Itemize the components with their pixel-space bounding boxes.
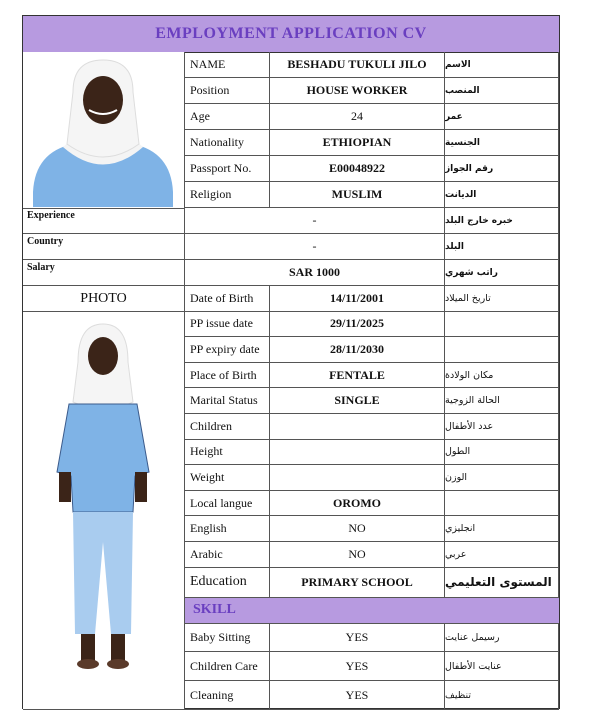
bottom-row-9-arabic: انجليزي (445, 516, 559, 542)
bottom-row-0-value: 14/11/2001 (270, 286, 445, 312)
top-row-5-label: Religion (185, 182, 270, 208)
bottom-row-6-arabic: الطول (445, 440, 559, 466)
bottom-row-8-arabic (445, 491, 559, 517)
bottom-row-1-arabic (445, 312, 559, 338)
bottom-row-1-label: PP issue date (185, 312, 270, 338)
bottom-row-2-value: 28/11/2030 (270, 337, 445, 363)
bottom-row-4-label: Marital Status (185, 388, 270, 414)
bottom-row-1-value: 29/11/2025 (270, 312, 445, 338)
bottom-row-6-label: Height (185, 440, 270, 466)
bottom-row-2-arabic (445, 337, 559, 363)
skill-row-2-value: YES (270, 681, 445, 710)
bottom-row-7-arabic: الوزن (445, 465, 559, 491)
top-row-2-label: Age (185, 104, 270, 130)
bottom-row-10-label: Arabic (185, 542, 270, 568)
wide-row-2-arabic: راتب شهري (445, 260, 559, 286)
skill-row-2-label: Cleaning (185, 681, 270, 710)
portrait-photo (23, 52, 185, 209)
bottom-row-3-label: Place of Birth (185, 363, 270, 389)
bottom-row-8-value: OROMO (270, 491, 445, 517)
bottom-row-11-label: Education (185, 568, 270, 598)
bottom-row-3-value: FENTALE (270, 363, 445, 389)
top-row-1-value: HOUSE WORKER (270, 78, 445, 104)
skill-header: SKILL (185, 598, 559, 624)
top-row-1-arabic: المنصب (445, 78, 559, 104)
portrait-image (23, 52, 183, 207)
bottom-row-10-value: NO (270, 542, 445, 568)
skill-row-1-arabic: عنايت الأطفال (445, 652, 559, 681)
bottom-row-0-arabic: تاريخ الميلاد (445, 286, 559, 312)
top-row-5-arabic: الديانت (445, 182, 559, 208)
top-row-4-label: Passport No. (185, 156, 270, 182)
bottom-row-11-value: PRIMARY SCHOOL (270, 568, 445, 598)
bottom-row-4-arabic: الحالة الزوجية (445, 388, 559, 414)
skill-row-1-value: YES (270, 652, 445, 681)
bottom-row-7-value (270, 465, 445, 491)
top-row-3-arabic: الجنسية (445, 130, 559, 156)
wide-row-1-arabic: البلد (445, 234, 559, 260)
top-row-2-arabic: عمر (445, 104, 559, 130)
bottom-row-11-arabic: المستوى التعليمي (445, 568, 559, 598)
top-row-3-value: ETHIOPIAN (270, 130, 445, 156)
cv-title: EMPLOYMENT APPLICATION CV (23, 16, 559, 53)
top-row-4-arabic: رقم الجواز (445, 156, 559, 182)
full-body-image (23, 312, 183, 706)
cv-sheet (22, 15, 560, 709)
skill-row-0-label: Baby Sitting (185, 624, 270, 653)
skill-row-2-arabic: تنظيف (445, 681, 559, 710)
bottom-row-3-arabic: مكان الولادة (445, 363, 559, 389)
skill-row-0-arabic: رسيمل عنايت (445, 624, 559, 653)
bottom-row-6-value (270, 440, 445, 466)
bottom-row-5-label: Children (185, 414, 270, 440)
top-row-5-value: MUSLIM (270, 182, 445, 208)
bottom-row-9-value: NO (270, 516, 445, 542)
photo-label: PHOTO (23, 286, 185, 312)
top-row-0-value: BESHADU TUKULI JILO (270, 52, 445, 78)
bottom-row-5-value (270, 414, 445, 440)
skill-row-1-label: Children Care (185, 652, 270, 681)
top-row-0-label: NAME (185, 52, 270, 78)
top-row-2-value: 24 (270, 104, 445, 130)
top-row-1-label: Position (185, 78, 270, 104)
skill-row-0-value: YES (270, 624, 445, 653)
wide-row-0-value: - (185, 208, 445, 234)
wide-row-0-label: Experience (23, 208, 185, 234)
bottom-row-2-label: PP expiry date (185, 337, 270, 363)
bottom-row-8-label: Local langue (185, 491, 270, 517)
bottom-row-7-label: Weight (185, 465, 270, 491)
wide-row-2-label: Salary (23, 260, 185, 286)
bottom-row-4-value: SINGLE (270, 388, 445, 414)
full-body-photo (23, 312, 185, 710)
wide-row-1-value: - (185, 234, 445, 260)
top-row-4-value: E00048922 (270, 156, 445, 182)
bottom-row-10-arabic: عربي (445, 542, 559, 568)
bottom-row-0-label: Date of Birth (185, 286, 270, 312)
bottom-row-9-label: English (185, 516, 270, 542)
wide-row-1-label: Country (23, 234, 185, 260)
top-row-0-arabic: الاسم (445, 52, 559, 78)
top-row-3-label: Nationality (185, 130, 270, 156)
bottom-row-5-arabic: عدد الأطفال (445, 414, 559, 440)
wide-row-0-arabic: خبره خارج البلد (445, 208, 559, 234)
wide-row-2-value: SAR 1000 (185, 260, 445, 286)
